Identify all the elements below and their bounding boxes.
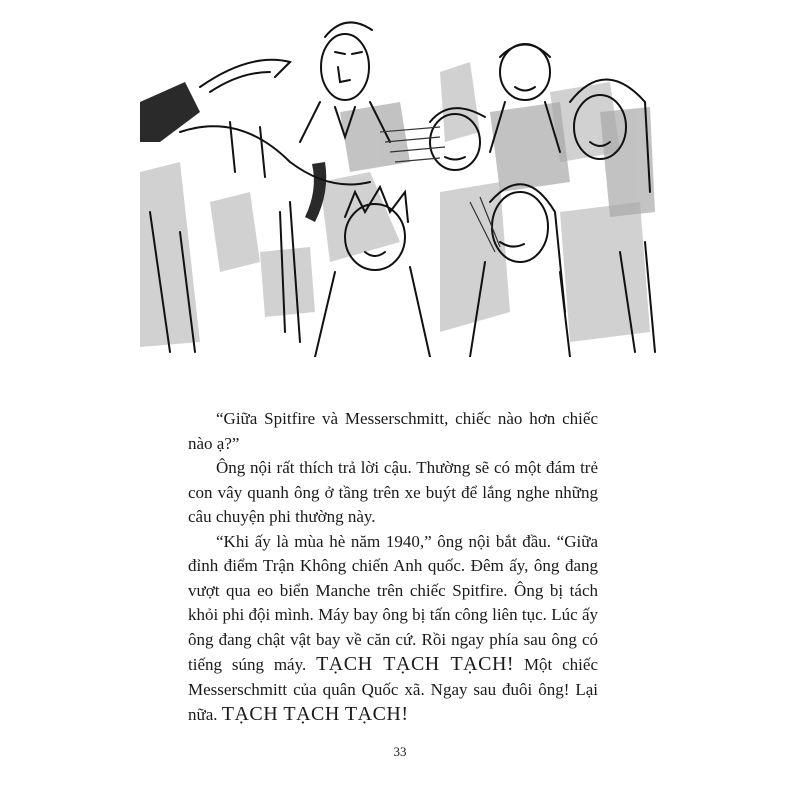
pen-ink-drawing bbox=[140, 12, 662, 357]
illustration-children-with-grandfather bbox=[140, 12, 662, 357]
sound-effect-2: TẠCH TẠCH TẠCH! bbox=[221, 703, 409, 725]
story-text bbox=[188, 407, 598, 728]
paragraph-question: “Giữa Spitfire và Messerschmitt, chiếc nào hơn chiếc nào ạ?” bbox=[188, 409, 598, 453]
paragraph-story bbox=[188, 530, 598, 728]
paragraph-grandfather-likes: Ông nội rất thích trả lời cậu. Thường sẽ có một đám trẻ con vây quanh ông ở tầng trên xe buýt để lắng nghe những câu chuyện phi thường này. bbox=[188, 458, 598, 526]
page-number: 33 bbox=[393, 744, 407, 759]
story-text-part2: Một chiếc Messerschmitt của quân Quốc xã. Ngay sau đuôi ông! Lại nữa. bbox=[188, 655, 598, 724]
story-text-part1: “Khi ấy là mùa hè năm 1940,” ông nội bắt đầu. “Giữa đỉnh điểm Trận Không chiến Anh quốc. Đêm ấy, ông đang vượt qua eo biển Manche trên chiếc Spitfire. Ông bị tách khỏi phi đội mình. Máy bay ông bị tấn công liên tục. Lúc ấy ông đang chật vật bay về căn cứ. Rồi ngay phía sau ông có tiếng súng máy. bbox=[188, 531, 598, 674]
sound-effect-1: TẠCH TẠCH TẠCH! bbox=[316, 653, 515, 675]
